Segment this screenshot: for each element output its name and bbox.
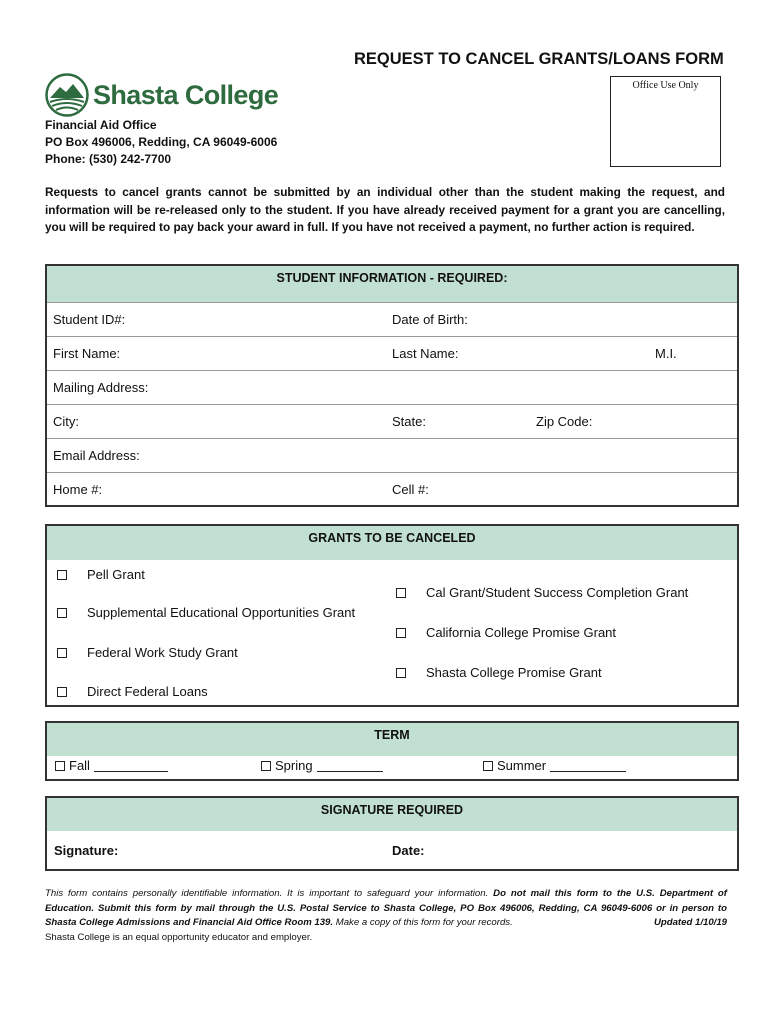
grant-pell-option[interactable] — [57, 567, 145, 582]
summer-year-line[interactable] — [550, 759, 626, 772]
term-spring-option[interactable] — [261, 758, 383, 773]
spring-year-line[interactable] — [317, 759, 383, 772]
middle-initial-field[interactable]: M.I. — [655, 346, 677, 361]
grant-ccpg-option[interactable] — [396, 625, 616, 640]
intro-paragraph: Requests to cancel grants cannot be submitted by an individual other than the student making the request, and information will be re-released only to the student. If you have already received payment for a grant you are cancelling, you will be required to pay back your award in full. If you have not received a payment, no further action is required. — [45, 185, 725, 234]
checkbox-icon[interactable] — [483, 761, 493, 771]
student-id-row — [47, 302, 737, 336]
term-label: Spring — [275, 758, 313, 773]
cell-phone-field[interactable]: Cell #: — [392, 482, 429, 497]
fall-year-line[interactable] — [94, 759, 168, 772]
term-section — [45, 721, 739, 781]
term-summer-option[interactable] — [483, 758, 626, 773]
grant-seog-option[interactable] — [57, 605, 355, 620]
student-id-field[interactable]: Student ID#: — [53, 312, 126, 327]
student-info-section — [45, 264, 739, 507]
email-field[interactable]: Email Address: — [53, 448, 140, 463]
term-options — [47, 756, 737, 779]
grants-section — [45, 524, 739, 707]
grant-work-study-option[interactable] — [57, 645, 238, 660]
last-name-field[interactable]: Last Name: — [392, 346, 459, 361]
phone-row — [47, 472, 737, 506]
home-phone-field[interactable]: Home #: — [53, 482, 103, 497]
signature-header: SIGNATURE REQUIRED — [47, 798, 737, 831]
office-use-box — [610, 76, 721, 167]
office-phone: Phone: (530) 242-7700 — [45, 152, 172, 166]
name-row — [47, 336, 737, 370]
privacy-note: This form contains personally identifiable information. It is important to safeguard your information. — [45, 888, 494, 899]
zip-field[interactable]: Zip Code: — [536, 414, 593, 429]
grant-direct-loans-option[interactable] — [57, 684, 208, 699]
first-name-field[interactable]: First Name: — [53, 346, 121, 361]
term-label: Summer — [497, 758, 547, 773]
term-header: TERM — [47, 723, 737, 756]
dob-field[interactable]: Date of Birth: — [392, 312, 468, 327]
checkbox-icon[interactable] — [57, 608, 67, 618]
email-row — [47, 438, 737, 472]
grant-label: Shasta College Promise Grant — [426, 665, 602, 680]
mailing-instructions: Do not mail this form to the U.S. Department of Education. Submit this form by mail through the U.S. Postal Service to Shasta College, PO Box 496006, Redding, CA 96049-6006 or in person to Shasta College Admissions and Financial Aid Office Room 139. — [45, 888, 727, 928]
term-fall-option[interactable] — [55, 758, 168, 773]
form-title: REQUEST TO CANCEL GRANTS/LOANS FORM — [354, 50, 724, 68]
office-use-label: Office Use Only — [632, 80, 699, 91]
city-field[interactable]: City: — [53, 414, 79, 429]
grant-label: Cal Grant/Student Success Completion Grant — [426, 585, 689, 600]
college-logo — [45, 72, 278, 118]
checkbox-icon[interactable] — [261, 761, 271, 771]
grant-label: Pell Grant — [87, 567, 145, 582]
grant-label: California College Promise Grant — [426, 625, 617, 640]
footer-paragraph — [45, 887, 727, 931]
grant-label: Direct Federal Loans — [87, 684, 208, 699]
grant-shasta-promise-option[interactable] — [396, 665, 602, 680]
checkbox-icon[interactable] — [57, 687, 67, 697]
mailing-address-field[interactable]: Mailing Address: — [53, 380, 149, 395]
mailing-address-row — [47, 370, 737, 404]
grant-label: Supplemental Educational Opportunities Grant — [87, 605, 356, 620]
city-row — [47, 404, 737, 438]
college-name: Shasta College — [93, 79, 279, 110]
grants-header: GRANTS TO BE CANCELED — [47, 526, 737, 560]
signature-date-field[interactable]: Date: — [392, 843, 425, 858]
office-name: Financial Aid Office — [45, 118, 157, 132]
term-label: Fall — [69, 758, 90, 773]
state-field[interactable]: State: — [392, 414, 426, 429]
signature-section — [45, 796, 739, 871]
grant-label: Federal Work Study Grant — [87, 645, 238, 660]
office-address — [45, 117, 277, 168]
footer-notice — [45, 887, 727, 945]
checkbox-icon[interactable] — [55, 761, 65, 771]
signature-field[interactable]: Signature: — [54, 843, 119, 858]
checkbox-icon[interactable] — [57, 570, 67, 580]
equal-opportunity-statement: Shasta College is an equal opportunity educator and employer. — [45, 931, 313, 943]
po-box: PO Box 496006, Redding, CA 96049-6006 — [45, 135, 278, 149]
student-info-header: STUDENT INFORMATION - REQUIRED: — [47, 266, 737, 302]
checkbox-icon[interactable] — [396, 628, 406, 638]
signature-row — [47, 831, 737, 869]
copy-note: Make a copy of this form for your records. — [333, 917, 513, 928]
mountain-logo-icon — [45, 73, 89, 117]
checkbox-icon[interactable] — [396, 668, 406, 678]
grant-cal-grant-option[interactable] — [396, 585, 688, 600]
checkbox-icon[interactable] — [396, 588, 406, 598]
updated-date: Updated 1/10/19 — [653, 917, 727, 928]
checkbox-icon[interactable] — [57, 648, 67, 658]
